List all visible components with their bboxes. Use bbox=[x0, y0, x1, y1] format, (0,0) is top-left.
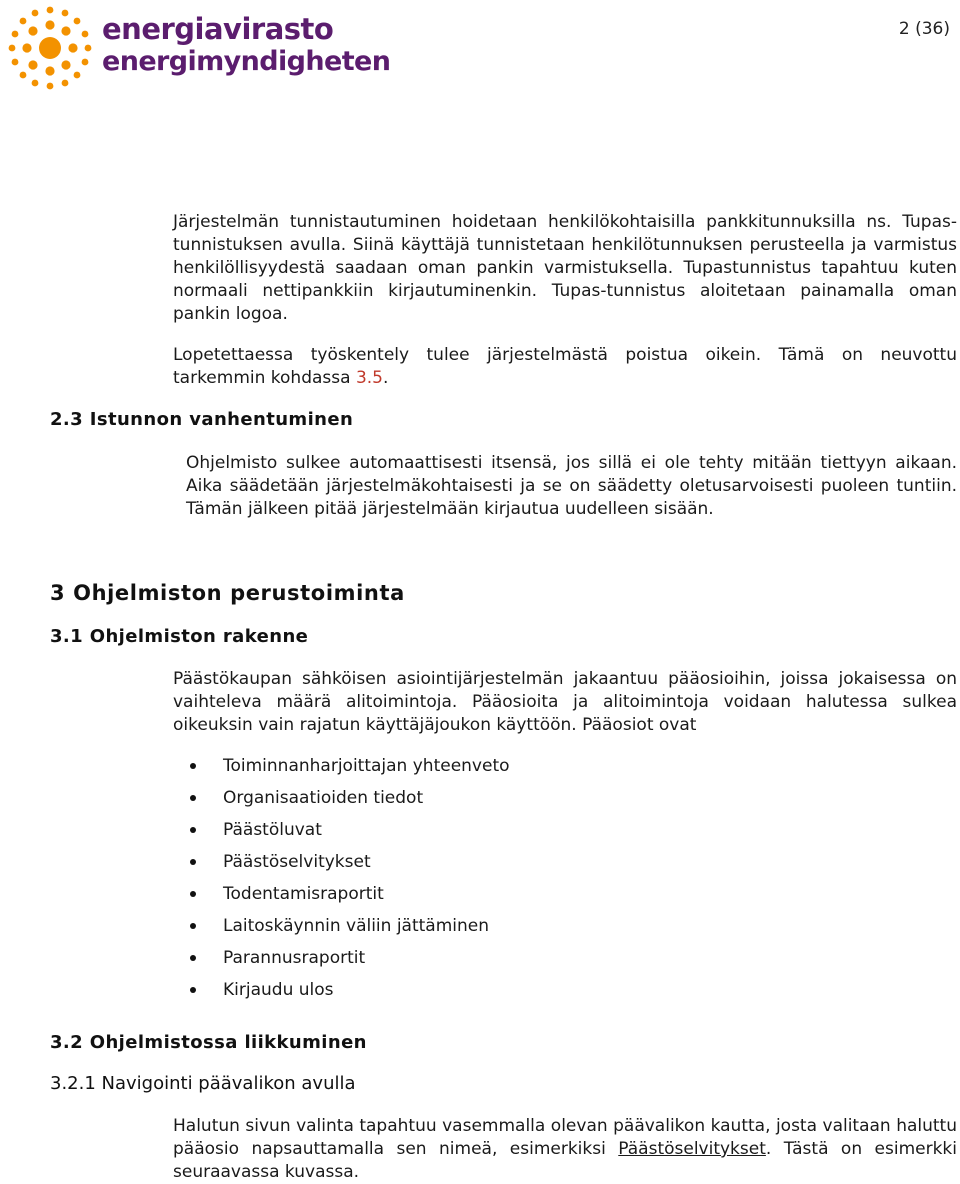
bullet-icon bbox=[190, 795, 196, 801]
bullet-icon bbox=[190, 827, 196, 833]
session-text: Ohjelmisto sulkee automaattisesti itsensä, jos sillä ei ole tehty mitään tiettyyn aikaan. Aika säädetään järjestelmäkohtaisesti ja se on säädetty oletusarvoisesti puoleen tuntiin. Tämän jälkeen pitää järjestelmään kirjautua uudelleen sisään. bbox=[186, 453, 957, 519]
list-item-label: Parannusraportit bbox=[223, 948, 366, 968]
auth-text: Järjestelmän tunnistautuminen hoidetaan henkilökohtaisilla pankkitunnuksilla ns. Tupas-tunnistuksen avulla. Siinä käyttäjä tunnistetaan henkilötunnuksen perusteella ja varmistus henkilöllisyydestä saadaan oman pankin varmistuksella. Tupastunnistus tapahtuu kuten normaali nettipankkiin kirjautuminenkin. Tupas-tunnistus aloitetaan painamalla oman pankin logoa. bbox=[173, 212, 957, 324]
heading-3-2-1: 3.2.1 Navigointi päävalikon avulla bbox=[50, 1073, 356, 1094]
list-item-label: Organisaatioiden tiedot bbox=[223, 788, 424, 808]
logo-wordmark bbox=[102, 12, 390, 78]
section-3-5-link[interactable]: 3.5 bbox=[355, 368, 383, 388]
list-item bbox=[190, 818, 510, 850]
heading-3: 3 Ohjelmiston perustoiminta bbox=[50, 581, 405, 605]
list-item-label: Toiminnanharjoittajan yhteenveto bbox=[223, 756, 510, 776]
bullet-icon bbox=[190, 763, 196, 769]
heading-3-2: 3.2 Ohjelmistossa liikkuminen bbox=[50, 1032, 367, 1053]
bullet-icon bbox=[190, 891, 196, 897]
list-item bbox=[190, 914, 510, 946]
heading-3-1: 3.1 Ohjelmiston rakenne bbox=[50, 626, 309, 647]
session-paragraph bbox=[186, 452, 957, 521]
logout-paragraph bbox=[173, 344, 957, 390]
list-item bbox=[190, 754, 510, 786]
energiavirasto-logo bbox=[6, 4, 391, 90]
structure-paragraph bbox=[173, 668, 957, 737]
list-item-label: Todentamisraportit bbox=[223, 884, 384, 904]
main-sections-list bbox=[190, 754, 510, 1010]
list-item bbox=[190, 946, 510, 978]
list-item-label: Kirjaudu ulos bbox=[223, 980, 334, 1000]
heading-2-3: 2.3 Istunnon vanhentuminen bbox=[50, 409, 354, 430]
bullet-icon bbox=[190, 955, 196, 961]
auth-paragraph bbox=[173, 211, 957, 326]
list-item-label: Päästöselvitykset bbox=[223, 852, 371, 872]
bullet-icon bbox=[190, 923, 196, 929]
logout-text bbox=[173, 344, 957, 390]
structure-text: Päästökaupan sähköisen asiointijärjestelmän jakaantuu pääosioihin, joissa jokaisessa on vaihteleva määrä alitoimintoja. Pääosioita ja alitoimintoja voidaan halutessa sulkea oikeuksin vain rajatun käyttäjäjoukon käyttöön. Pääosiot ovat bbox=[173, 669, 957, 735]
navigation-text-suffix: . Tästä on esimerkki seuraavassa kuvassa. bbox=[173, 1139, 957, 1182]
list-item bbox=[190, 978, 510, 1010]
bullet-icon bbox=[190, 859, 196, 865]
navigation-text-prefix: Halutun sivun valinta tapahtuu vasemmalla olevan päävalikon kautta, josta valitaan haluttu pääosio napsauttamalla sen nimeä, esimerkiksi bbox=[173, 1116, 957, 1159]
logout-text-suffix: . bbox=[383, 368, 389, 388]
logout-text-prefix: Lopetettaessa työskentely tulee järjestelmästä poistua oikein. Tämä on neuvottu tarkemmin kohdassa bbox=[173, 345, 957, 388]
list-item bbox=[190, 786, 510, 818]
list-item bbox=[190, 882, 510, 914]
navigation-text bbox=[173, 1115, 957, 1184]
logo-line-sv: energimyndigheten bbox=[102, 46, 391, 77]
sun-logo-icon bbox=[6, 4, 96, 90]
page-number: 2 (36) bbox=[898, 19, 950, 39]
logo-line-fi: energiavirasto bbox=[102, 12, 334, 46]
list-item-label: Laitoskäynnin väliin jättäminen bbox=[223, 916, 490, 936]
list-item-label: Päästöluvat bbox=[223, 820, 322, 840]
navigation-paragraph bbox=[173, 1115, 957, 1184]
list-item bbox=[190, 850, 510, 882]
bullet-icon bbox=[190, 987, 196, 993]
paastoselvitykset-link[interactable]: Päästöselvitykset bbox=[618, 1139, 766, 1159]
